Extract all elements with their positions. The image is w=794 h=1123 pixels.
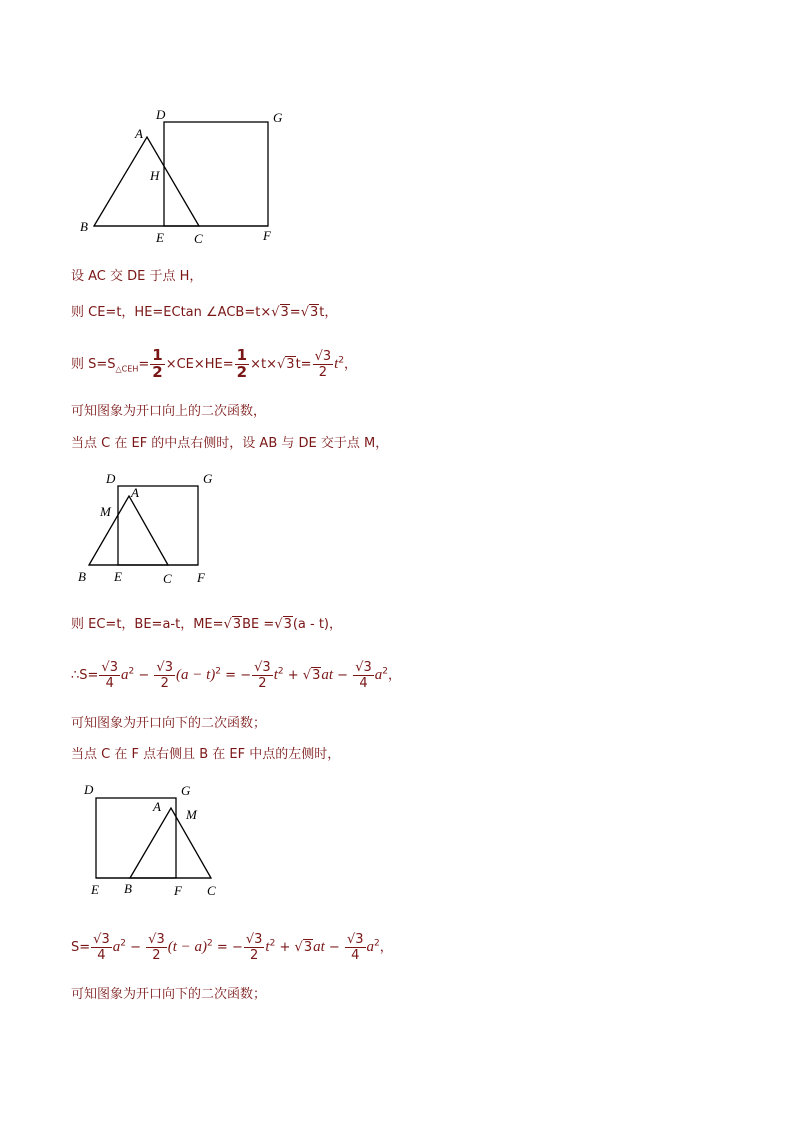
label-a: A: [131, 485, 139, 500]
label-a: A: [153, 799, 161, 814]
square-defg: [118, 486, 198, 565]
label-m: M: [100, 504, 111, 519]
text-line-5: 当点 C 在 EF 的中点右侧时，设 AB 与 DE 交于点 M，: [71, 436, 389, 451]
text-line-6: 则 EC=t，BE=a-t，ME=√3BE =√3(a - t)，: [71, 617, 343, 632]
label-m: M: [186, 807, 197, 822]
text-line-11: 可知图象为开口向下的二次函数；: [71, 987, 267, 1002]
label-g: G: [203, 471, 213, 486]
label-f: F: [174, 883, 182, 898]
label-a: A: [135, 126, 143, 141]
label-g: G: [181, 783, 191, 798]
label-d: D: [84, 782, 94, 797]
label-e: E: [91, 882, 99, 897]
text-line-3: 则 $S=S_{\triangle CEH}=$ $\frac{1}{2}$ ×CE×HE= $\frac{1}{2}$ ×t×√3t= $\frac{√3}{2}$ $t^2$，: [71, 346, 358, 381]
label-g: G: [273, 110, 283, 125]
text-line-1: 设 AC 交 DE 于点 H，: [71, 269, 203, 284]
label-c: C: [194, 231, 203, 246]
label-b: B: [80, 219, 88, 234]
text-line-9: 当点 C 在 F 点右侧且 B 在 EF 中点的左侧时，: [71, 747, 341, 762]
label-d: D: [156, 107, 166, 122]
text-line-8: 可知图象为开口向下的二次函数；: [71, 716, 267, 731]
label-c: C: [207, 883, 216, 898]
label-b: B: [124, 881, 132, 896]
label-h: H: [150, 168, 160, 183]
text-line-7: ∴S= $\frac{√3}{4}$ $a^2$ − $\frac{√3}{2}$ $(a - t)^2$ = − $\frac{√3}{2}$ $t^2 + √3at$ − $\frac{√3}{4}$ $a^2$，: [71, 660, 402, 691]
text-line-10: S= $\frac{√3}{4}$ $a^2$ − $\frac{√3}{2}$ $(t - a)^2$ = − $\frac{√3}{2}$ $t^2 + √3at$ − $\frac{√3}{4}$ $a^2$，: [71, 932, 393, 963]
square-defg: [96, 798, 176, 878]
text-line-2: 则 CE=t，HE=ECtan ∠ACB=t×√3=√3t，: [71, 305, 338, 320]
figure-1: [0, 0, 794, 260]
label-e: E: [114, 569, 122, 584]
label-b: B: [78, 569, 86, 584]
label-e: E: [156, 230, 164, 245]
label-c: C: [163, 571, 172, 586]
label-d: D: [106, 471, 116, 486]
triangle-abc: [130, 808, 211, 878]
triangle-abc: [89, 496, 168, 565]
triangle-abc: [94, 137, 199, 226]
text-line-4: 可知图象为开口向上的二次函数，: [71, 404, 267, 419]
label-f: F: [263, 228, 271, 243]
label-f: F: [197, 570, 205, 585]
square-defg: [164, 122, 268, 226]
